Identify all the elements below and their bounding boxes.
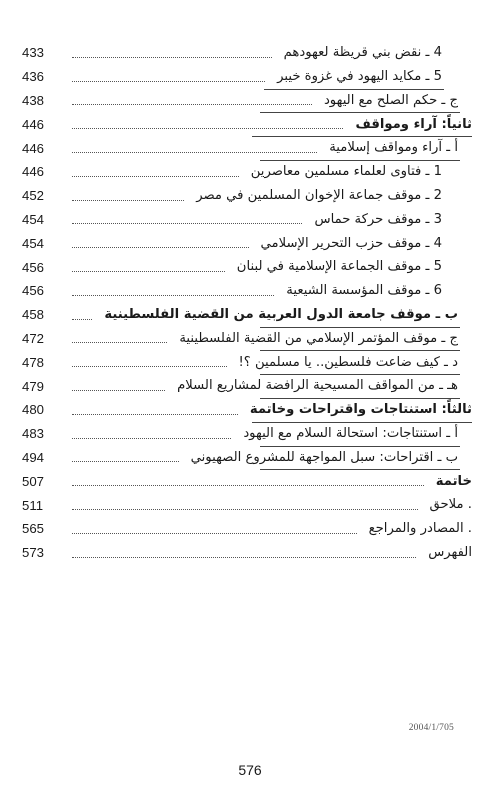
toc-entry-title: 1 ـ فتاوى لعلماء مسلمين معاصرين <box>245 165 442 178</box>
toc-entry-page: 454 <box>22 211 45 227</box>
toc-entry-page: 446 <box>22 116 45 132</box>
toc-entry <box>22 279 472 303</box>
toc-entry-title: 6 ـ موقف المؤسسة الشيعية <box>280 284 442 297</box>
dot-leader <box>72 294 274 296</box>
toc-entry-page: 456 <box>22 259 45 275</box>
dot-leader <box>72 460 179 462</box>
toc-entry <box>22 541 472 565</box>
toc-entry-title: 3 ـ موقف حركة حماس <box>308 213 442 226</box>
toc-entry-title: 5 ـ مكايد اليهود في غزوة خيبر <box>271 70 442 83</box>
dot-leader <box>72 103 312 105</box>
toc-entry-page: 452 <box>22 188 45 204</box>
toc-entry <box>22 208 472 232</box>
toc-entry-page: 494 <box>22 449 45 465</box>
toc-entry <box>22 493 472 517</box>
dot-leader <box>72 437 231 439</box>
toc-entry-title: 5 ـ موقف الجماعة الإسلامية في لبنان <box>231 260 442 273</box>
dot-leader <box>72 413 238 415</box>
dot-leader <box>72 246 249 248</box>
toc-entry-title: 2 ـ موقف جماعة الإخوان المسلمين في مصر <box>190 189 442 202</box>
dot-leader <box>72 532 357 534</box>
toc-entry <box>22 255 472 279</box>
toc-entry <box>22 184 472 208</box>
toc-entry-page: 507 <box>22 473 45 489</box>
dot-leader <box>72 508 418 510</box>
toc-entry-page: 480 <box>22 402 45 418</box>
dot-leader <box>72 318 92 320</box>
toc-entry-page: 433 <box>22 45 45 61</box>
toc-entry <box>22 327 472 351</box>
dot-leader <box>72 270 225 272</box>
dot-leader <box>72 389 165 391</box>
toc-entry <box>22 374 472 398</box>
toc-entry <box>22 160 472 184</box>
dot-leader <box>72 151 317 153</box>
toc-entry-page: 573 <box>22 545 45 561</box>
toc-entry <box>22 65 472 89</box>
toc-entry-title: . ملاحق <box>424 498 472 511</box>
toc-entry-page: 478 <box>22 354 45 370</box>
toc-entry-page: 479 <box>22 378 45 394</box>
toc-entry <box>22 422 472 446</box>
toc-entry <box>22 136 472 160</box>
dot-leader <box>72 365 227 367</box>
toc-entry-title: ج ـ موقف المؤتمر الإسلامي من القضية الفلسطينية <box>173 332 458 345</box>
toc-entry-title: ب ـ اقتراحات: سبل المواجهة للمشروع الصهيوني <box>185 451 458 464</box>
dot-leader <box>72 80 265 82</box>
toc-entry <box>22 303 472 327</box>
toc-entry-title: هـ ـ من المواقف المسيحية الرافضة لمشاريع السلام <box>171 379 458 392</box>
toc-entry-title: أ ـ آراء ومواقف إسلامية <box>323 141 458 154</box>
toc-entry <box>22 469 472 493</box>
dot-leader <box>72 127 343 129</box>
toc-entry <box>22 112 472 136</box>
toc-entry-page: 565 <box>22 521 45 537</box>
toc-entry-title: 4 ـ موقف حزب التحرير الإسلامي <box>255 237 442 250</box>
toc-entry-title: د ـ كيف ضاعت فلسطين.. يا مسلمين ؟! <box>233 356 459 369</box>
toc-entry-page: 472 <box>22 330 45 346</box>
toc-entry-page: 438 <box>22 92 45 108</box>
toc-entry-page: 456 <box>22 283 45 299</box>
toc-entry-page: 446 <box>22 140 45 156</box>
toc-entry-page: 511 <box>22 497 44 513</box>
document-code: 2004/1/705 <box>408 723 454 733</box>
toc-entry-title: خاتمة <box>430 475 472 488</box>
toc-entry <box>22 517 472 541</box>
dot-leader <box>72 222 302 224</box>
dot-leader <box>72 341 167 343</box>
toc-entry-title: . المصادر والمراجع <box>363 522 472 535</box>
toc-entry <box>22 446 472 470</box>
toc-entry-page: 458 <box>22 307 45 323</box>
toc-entry-page: 436 <box>22 69 45 85</box>
toc-entry <box>22 41 472 65</box>
toc-entry-title: أ ـ استنتاجات: استحالة السلام مع اليهود <box>237 427 458 440</box>
dot-leader <box>72 484 424 486</box>
toc-entry <box>22 231 472 255</box>
toc-entry-title: الفهرس <box>422 546 472 559</box>
toc-entry-page: 454 <box>22 235 45 251</box>
dot-leader <box>72 175 239 177</box>
toc-entry-title: ب ـ موقف جامعة الدول العربية من القضية الفلسطينية <box>98 308 458 321</box>
toc-entry <box>22 350 472 374</box>
page-number: 576 <box>238 762 262 778</box>
toc-entry-title: ج ـ حكم الصلح مع اليهود <box>318 94 458 107</box>
dot-leader <box>72 556 416 558</box>
toc-entry-title: ثالثاً: استنتاجات واقتراحات وخاتمة <box>244 403 472 416</box>
toc-entry-title: 4 ـ نقض بني قريظة لعهودهم <box>278 46 442 59</box>
table-of-contents <box>22 41 472 565</box>
toc-entry-page: 483 <box>22 426 45 442</box>
toc-entry <box>22 398 472 422</box>
toc-entry-title: ثانياً: آراء ومواقف <box>349 118 472 131</box>
dot-leader <box>72 199 184 201</box>
toc-entry-page: 446 <box>22 164 45 180</box>
dot-leader <box>72 56 272 58</box>
toc-entry <box>22 89 472 113</box>
